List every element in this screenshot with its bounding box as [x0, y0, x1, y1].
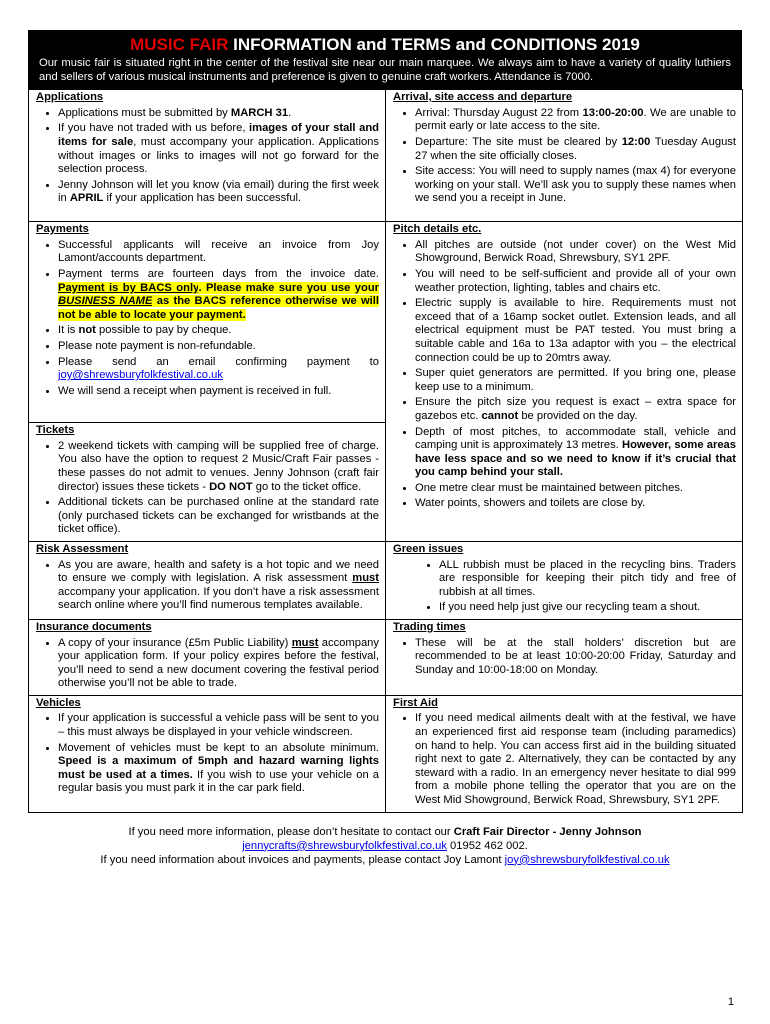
list-item: • Movement of vehicles must be kept to an absolute minimum. Speed is a maximum of 5mph and hazard warning lights must be used at a times. If you wish to use your vehicle on a regular basis you must park it in the car park field.: [58, 742, 379, 796]
list-item: • Depth of most pitches, to accommodate stall, vehicle and camping unit is approximately 13 metres. However, some areas have less space and so we need to know if it’s crucial that you camp behind your stall.: [415, 426, 736, 480]
vehicles-section: [29, 695, 386, 812]
section-title: Payments: [36, 223, 89, 236]
section-title: Insurance documents: [36, 620, 152, 633]
list-item: • Additional tickets can be purchased online at the standard rate (only purchased tickets can be exchanged for wristbands at the ticket office).: [58, 496, 379, 537]
trading-section: [386, 619, 743, 695]
section-title: Vehicles: [36, 696, 81, 709]
list-item: • Payment terms are fourteen days from the invoice date. Payment is by BACS only. Please make sure you use your BUSINESS NAME as the BACS reference otherwise we will not be able to locate your payment.: [58, 268, 379, 322]
payments-section: [29, 222, 385, 422]
section-title: Risk Assessment: [36, 542, 129, 555]
section-title: Arrival, site access and departure: [393, 91, 573, 104]
list-item: • Jenny Johnson will let you know (via email) during the first week in APRIL if your application has been successful.: [58, 179, 379, 206]
list-item: • A copy of your insurance (£5m Public Liability) must accompany your application form. If your policy expires before the festival, you’ll need to send a new document covering the festival period otherwise you’ll not be able to trade.: [58, 637, 379, 691]
green-section: [386, 541, 743, 619]
firstaid-section: [386, 695, 743, 812]
list-item: • If your application is successful a vehicle pass will be sent to you – this must always be displayed in your vehicle windscreen.: [58, 712, 379, 739]
section-title: Tickets: [36, 424, 75, 437]
section-title: Applications: [36, 91, 104, 104]
list-item: • Water points, showers and toilets are close by.: [415, 497, 736, 511]
section-title: Pitch details etc.: [393, 223, 482, 236]
pitch-section: [386, 222, 743, 542]
list-item: • Site access: You will need to supply names (max 4) for everyone working on your stall. We’ll ask you to supply these names when we send you a receipt in June.: [415, 165, 736, 206]
list-item: • 2 weekend tickets with camping will be supplied free of charge. You also have the option to request 2 Music/Craft Fair passes - these passes do not admit to venues. Jenny Johnson (craft fair director) issues these tickets - DO NOT go to the ticket office.: [58, 440, 379, 494]
section-title: Green issues: [393, 542, 464, 555]
insurance-section: [29, 619, 386, 695]
page-title: [39, 34, 731, 55]
applications-section: [29, 90, 386, 222]
section-title: Trading times: [393, 620, 466, 633]
list-item: • If you need medical ailments dealt with at the festival, we have an experienced first aid response team (including paramedics) on hand to help. You can access first aid in the building situated right next to gate 2. Alternatively, they can be contacted by any steward with a radio. In an emergency never hesitate to dial 999 from a mobile phone telling the operator that you are on the West Mid Showground, Berwick Road, Shrewsbury, SY1 2PF.: [415, 712, 736, 807]
footer-line-2: jennycrafts@shrewsburyfolkfestival.co.uk 01952 462 002.: [242, 839, 528, 852]
list-item: • If you have not traded with us before, images of your stall and items for sale, must accompany your application. Applications without images or links to images will not go forward for the selection process.: [58, 122, 379, 176]
list-item: • Successful applicants will receive an invoice from Joy Lamont/accounts department.: [58, 239, 379, 266]
list-item: • Please send an email confirming payment to joy@shrewsburyfolkfestival.co.uk: [58, 356, 379, 383]
list-item: • Please note payment is non-refundable.: [58, 340, 379, 354]
title-rest: INFORMATION and TERMS and CONDITIONS 2019: [233, 35, 640, 54]
email-link-joy[interactable]: joy@shrewsburyfolkfestival.co.uk: [58, 369, 223, 382]
list-item: • We will send a receipt when payment is received in full.: [58, 385, 379, 399]
list-item: • All pitches are outside (not under cover) on the West Mid Showground, Berwick Road, Shrewsbury, SY1 2PF.: [415, 239, 736, 266]
footer-line-1: If you need more information, please don’t hesitate to contact our Craft Fair Director - Jenny Johnson: [128, 825, 642, 838]
payments-tickets-section: [29, 222, 386, 542]
list-item: • Ensure the pitch size you request is exact – extra space for gazebos etc. cannot be provided on the day.: [415, 396, 736, 423]
list-item: • You will need to be self-sufficient and provide all of your own weather protection, lighting, tables and chairs etc.: [415, 268, 736, 295]
email-link-jenny[interactable]: jennycrafts@shrewsburyfolkfestival.co.uk: [242, 839, 447, 852]
contact-footer: [28, 825, 742, 867]
list-item: • Electric supply is available to hire. Requirements must not exceed that of a 16amp socket outlet. Extension leads, and all electrical equipment must be PAT tested. You must bring a suitable cable and 16a to 13a adaptor with you – the electrical connection could be up to 20mtrs away.: [415, 297, 736, 365]
intro-text: Our music fair is situated right in the center of the festival site near our main marquee. We always aim to have a variety of quality luthiers and sellers of various musical instruments and preference is given to genuine craft workers. Attendance is 7000.: [39, 57, 731, 83]
arrival-section: [386, 90, 743, 222]
list-item: • Applications must be submitted by MARCH 31.: [58, 107, 379, 121]
document-page: [28, 30, 742, 867]
title-highlight: MUSIC FAIR: [130, 35, 229, 54]
list-item: • It is not possible to pay by cheque.: [58, 324, 379, 338]
list-item: • One metre clear must be maintained between pitches.: [415, 482, 736, 496]
list-item: • As you are aware, health and safety is a hot topic and we need to ensure we comply with legislation. A risk assessment must accompany your application. If you don’t have a risk assessment search online where you’ll find numerous templates available.: [58, 559, 379, 613]
list-item: • If you need help just give our recycling team a shout.: [439, 601, 736, 615]
list-item: • These will be at the stall holders’ discretion but are recommended to be at least 10:00-20:00 Friday, Saturday and Sunday and 10:00-18:00 on Monday.: [415, 637, 736, 678]
list-item: • Arrival: Thursday August 22 from 13:00-20:00. We are unable to permit early or late access to the site.: [415, 107, 736, 134]
list-item: • ALL rubbish must be placed in the recycling bins. Traders are responsible for keeping their pitch tidy and free of rubbish at all times.: [439, 559, 736, 600]
risk-section: [29, 541, 386, 619]
tickets-section: [29, 422, 385, 541]
email-link-joy-footer[interactable]: joy@shrewsburyfolkfestival.co.uk: [504, 853, 670, 866]
section-title: First Aid: [393, 696, 438, 709]
list-item: • Departure: The site must be cleared by 12:00 Tuesday August 27 when the site officially closes.: [415, 136, 736, 163]
terms-grid: [28, 89, 743, 812]
header-banner: [28, 30, 742, 89]
page-number: 1: [727, 996, 734, 1008]
list-item: • Super quiet generators are permitted. If you bring one, please keep use to a minimum.: [415, 367, 736, 394]
footer-line-3: If you need information about invoices and payments, please contact Joy Lamont joy@shrewsburyfolkfestival.co.uk: [100, 853, 670, 866]
